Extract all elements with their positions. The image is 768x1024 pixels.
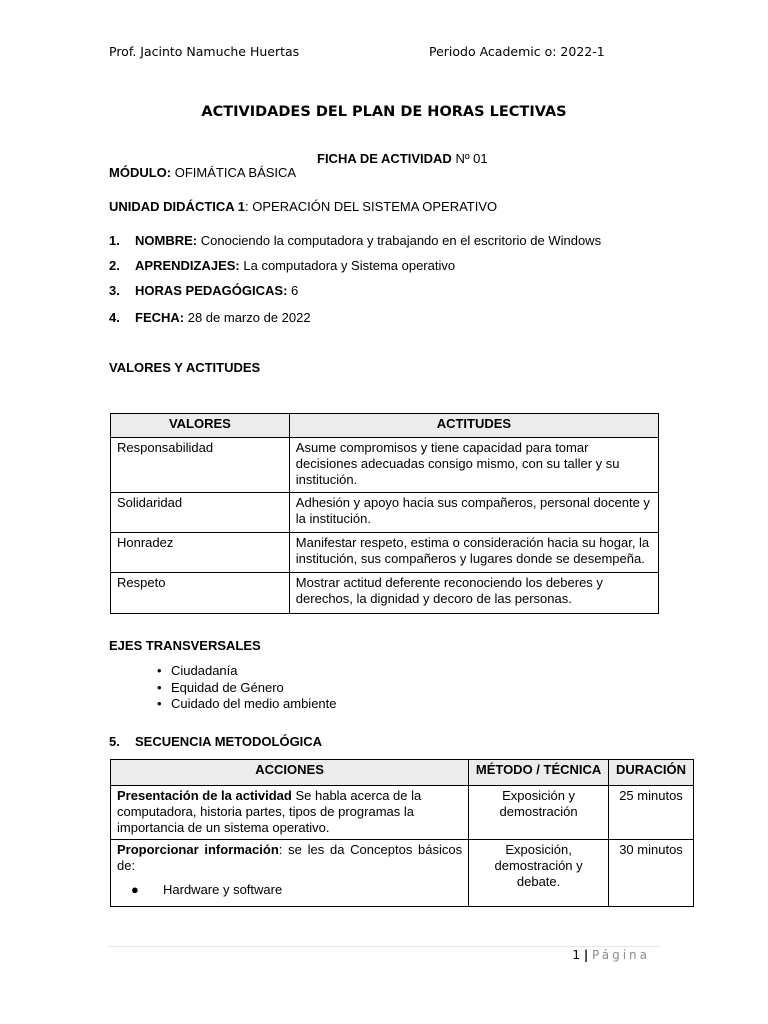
item-label: NOMBRE: [135, 233, 198, 248]
metodo-cell: Exposición, demostración y debate. [469, 840, 609, 907]
column-header-acciones: ACCIONES [111, 760, 469, 786]
item-number: 3. [109, 283, 120, 298]
item-aprendizajes [109, 258, 455, 273]
page-number: 1 [572, 948, 580, 962]
page-footer [572, 948, 650, 962]
table-row [111, 493, 659, 533]
item-value: Conociendo la computadora y trabajando en el escritorio de Windows [200, 233, 602, 248]
accion-title: Proporcionar información [117, 842, 279, 857]
accion-text: : se les da Conceptos básicos de: [117, 842, 463, 873]
valor-cell: Solidaridad [111, 493, 290, 533]
table-row [111, 840, 694, 907]
ficha-actividad [317, 151, 488, 166]
item-horas [109, 283, 298, 298]
valor-cell: Respeto [111, 573, 290, 614]
item-fecha [109, 310, 311, 325]
academic-period: Periodo Academic o: 2022-1 [429, 44, 605, 59]
item-value: La computadora y Sistema operativo [243, 258, 456, 273]
item-number: 1. [109, 233, 120, 248]
table-row [111, 438, 659, 493]
accion-cell [111, 786, 469, 840]
metodo-cell: Exposición y demostración [469, 786, 609, 840]
actitud-cell: Adhesión y apoyo hacia sus compañeros, personal docente y la institución. [289, 493, 658, 533]
actitud-cell: Manifestar respeto, estima o consideración hacia su hogar, la institución, sus compañeros y lugares donde se desempeña. [289, 533, 658, 573]
accion-text: Se habla acerca de la computadora, historia partes, tipos de programas la importancia de un sistema operativo. [117, 788, 422, 835]
professor-name: Prof. Jacinto Namuche Huertas [109, 44, 300, 59]
item-label: FECHA: [135, 310, 185, 325]
valor-cell: Responsabilidad [111, 438, 290, 493]
secuencia-heading [109, 734, 322, 749]
item-number: 4. [109, 310, 120, 325]
list-item: • Equidad de Género [157, 680, 337, 697]
bullet-dot: ● [131, 882, 139, 897]
unidad-label: UNIDAD DIDÁCTICA 1 [109, 199, 246, 214]
accion-title: Presentación de la actividad [117, 788, 292, 803]
table-header-row [111, 414, 659, 438]
valor-cell: Honradez [111, 533, 290, 573]
duracion-cell: 30 minutos [609, 840, 694, 907]
column-header-metodo: MÉTODO / TÉCNICA [469, 760, 609, 786]
column-header-actitudes: ACTITUDES [289, 414, 658, 438]
valores-table [110, 413, 659, 614]
page-label: Página [592, 948, 650, 962]
table-header-row [111, 760, 694, 786]
accion-bullet [117, 882, 462, 898]
ficha-label: FICHA DE ACTIVIDAD [317, 151, 452, 166]
list-item: • Ciudadanía [157, 663, 337, 680]
modulo-label: MÓDULO: [109, 165, 172, 180]
modulo-value: OFIMÁTICA BÁSICA [174, 165, 297, 180]
secuencia-number: 5. [109, 734, 120, 749]
ejes-heading: EJES TRANSVERSALES [109, 638, 261, 653]
item-label: HORAS PEDAGÓGICAS: [135, 283, 288, 298]
list-item: • Cuidado del medio ambiente [157, 696, 337, 713]
column-header-duracion: DURACIÓN [609, 760, 694, 786]
duracion-cell: 25 minutos [609, 786, 694, 840]
column-header-valores: VALORES [111, 414, 290, 438]
page-title: ACTIVIDADES DEL PLAN DE HORAS LECTIVAS [201, 104, 567, 120]
accion-cell [111, 840, 469, 907]
bullet-text: Hardware y software [163, 882, 283, 897]
actitud-cell: Asume compromisos y tiene capacidad para tomar decisiones adecuadas consigo mismo, con su taller y su institución. [289, 438, 658, 493]
unidad-didactica [109, 199, 497, 214]
table-row [111, 573, 659, 614]
valores-heading: VALORES Y ACTITUDES [109, 360, 261, 375]
ejes-list [157, 663, 337, 713]
secuencia-table [110, 759, 694, 907]
item-value: 6 [291, 283, 299, 298]
item-nombre [109, 233, 601, 248]
table-row [111, 786, 694, 840]
table-row [111, 533, 659, 573]
secuencia-title: SECUENCIA METODOLÓGICA [135, 734, 323, 749]
item-number: 2. [109, 258, 120, 273]
actitud-cell: Mostrar actitud deferente reconociendo los deberes y derechos, la dignidad y decoro de las personas. [289, 573, 658, 614]
item-value: 28 de marzo de 2022 [187, 310, 311, 325]
unidad-value: : OPERACIÓN DEL SISTEMA OPERATIVO [245, 199, 498, 214]
footer-divider [108, 946, 660, 947]
ficha-value: Nº 01 [455, 151, 488, 166]
page-separator: | [583, 948, 589, 962]
modulo [109, 165, 296, 180]
item-label: APRENDIZAJES: [135, 258, 240, 273]
